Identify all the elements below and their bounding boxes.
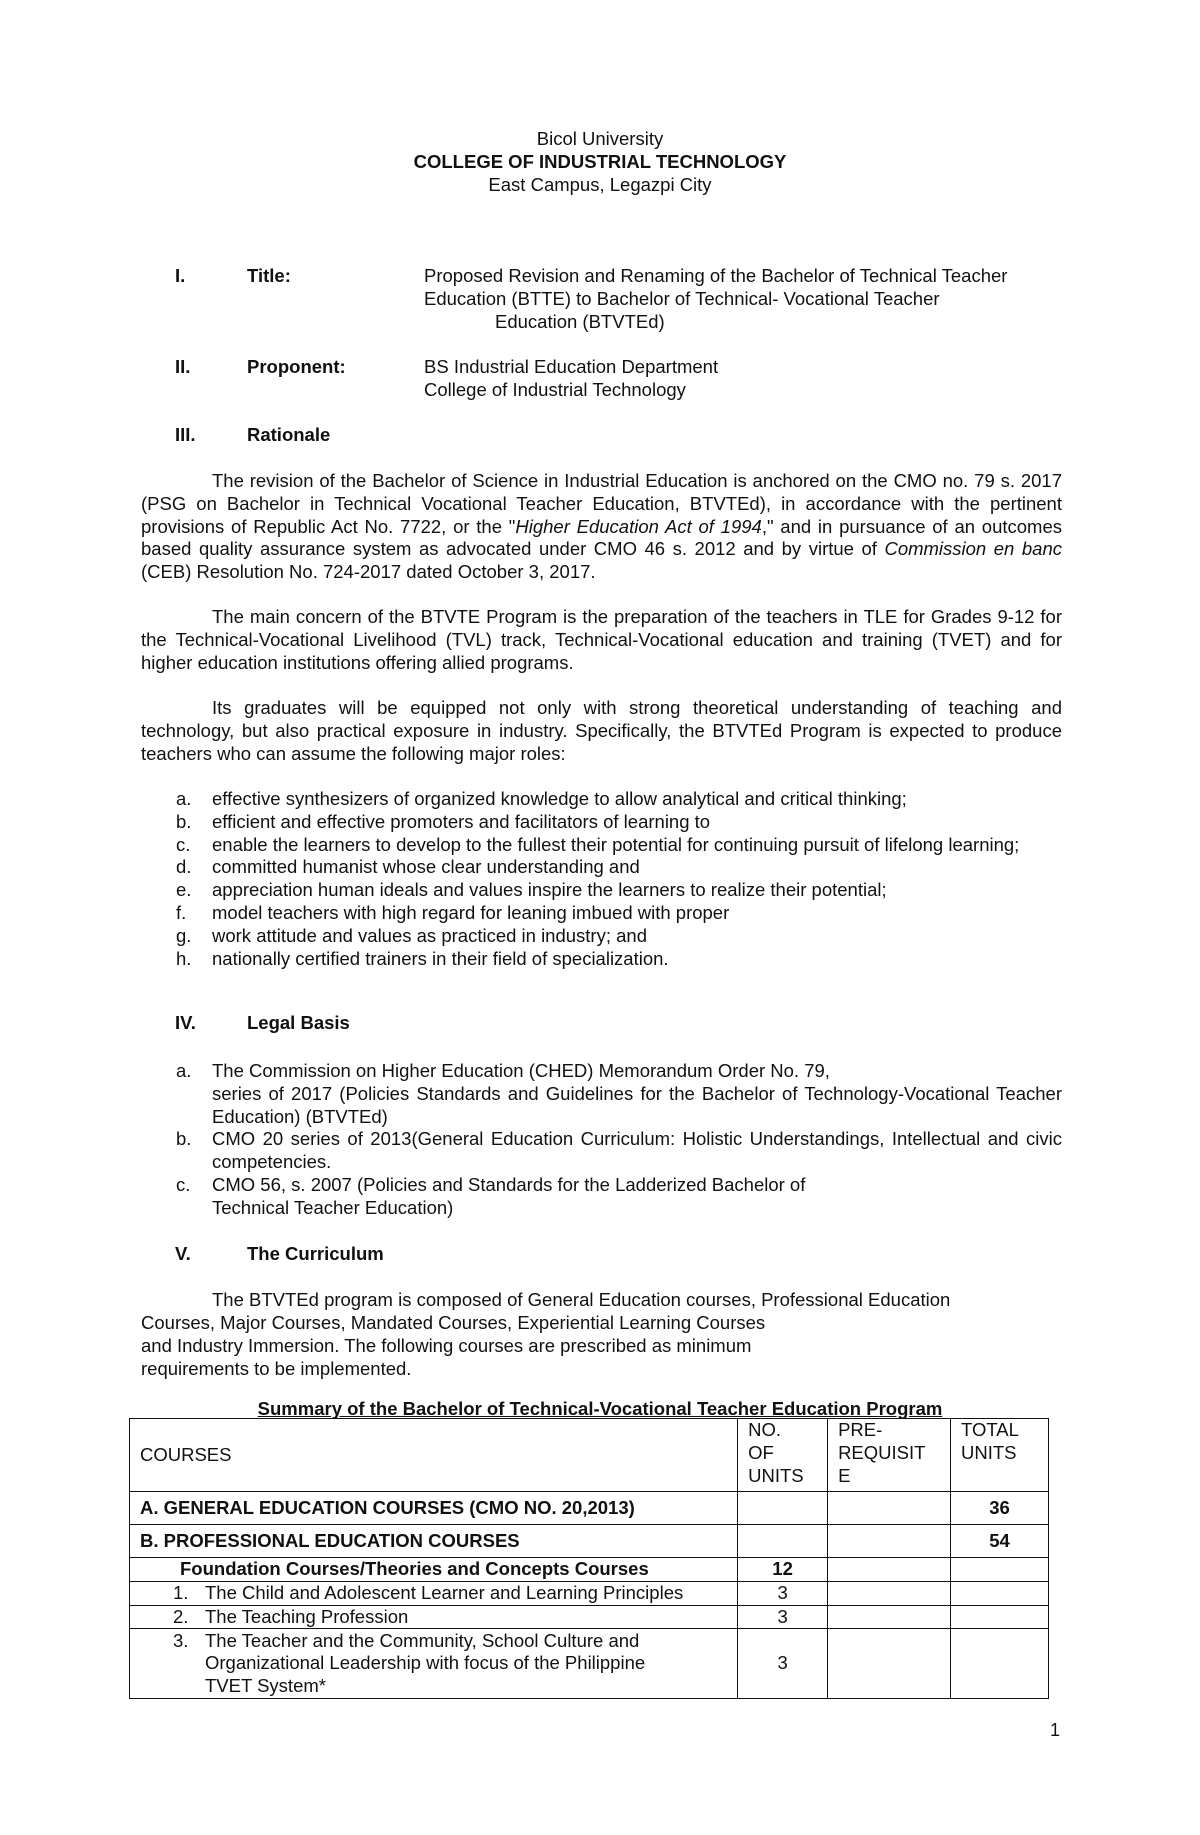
rationale-paragraph-1: The revision of the Bachelor of Science in Industrial Education is anchored on the CMO no. 79 s. 2017 (PSG on Bachelor in Technical Vocational Teacher Education, BTVTEd), in accordance with the pertinent provisions of Republic Act No. 7722, or the "Higher Education Act of 1994," and in pursuance of an outcomes based quality assurance system as advocated under CMO 46 s. 2012 and by virtue of Commission en banc (CEB) Resolution No. 724-2017 dated October 3, 2017. bbox=[141, 470, 1062, 583]
table-row bbox=[130, 1629, 1049, 1699]
rationale-heading: Rationale bbox=[247, 424, 331, 445]
table-row bbox=[130, 1558, 1049, 1582]
section-number: II. bbox=[175, 356, 191, 377]
section-number: I. bbox=[175, 265, 186, 286]
title-line-1: Proposed Revision and Renaming of the Bachelor of Technical Teacher bbox=[424, 265, 1008, 286]
proponent-label: Proponent: bbox=[247, 356, 346, 377]
proponent-line-1: BS Industrial Education Department bbox=[424, 356, 719, 377]
prof-ed-label: B. PROFESSIONAL EDUCATION COURSES bbox=[130, 1525, 738, 1558]
empty-cell bbox=[828, 1558, 951, 1582]
header-courses: COURSES bbox=[130, 1419, 738, 1492]
campus-name: East Campus, Legazpi City bbox=[488, 174, 712, 195]
empty-cell bbox=[828, 1581, 951, 1605]
curriculum-heading: The Curriculum bbox=[247, 1243, 384, 1264]
curriculum-paragraph-line-1: The BTVTEd program is composed of General Education courses, Professional Education bbox=[212, 1289, 951, 1310]
course-units: 3 bbox=[738, 1605, 828, 1629]
curriculum-paragraph-line-3: and Industry Immersion. The following courses are prescribed as minimum bbox=[141, 1335, 752, 1356]
table-row bbox=[130, 1605, 1049, 1629]
curriculum-paragraph-line-2: Courses, Major Courses, Mandated Courses, Experiential Learning Courses bbox=[141, 1312, 766, 1333]
course-cell: 1. The Child and Adolescent Learner and Learning Principles bbox=[130, 1581, 738, 1605]
section-number: V. bbox=[175, 1243, 191, 1264]
header-prerequisite: PRE- REQUISIT E bbox=[828, 1419, 951, 1492]
course-units: 3 bbox=[738, 1629, 828, 1699]
rationale-paragraph-3: Its graduates will be equipped not only with strong theoretical understanding of teaching and technology, but also practical exposure in industry. Specifically, the BTVTEd Program is expected to produce teachers who can assume the following major roles: bbox=[141, 697, 1062, 764]
prof-ed-total: 54 bbox=[951, 1525, 1049, 1558]
list-item: b. CMO 20 series of 2013(General Education Curriculum: Holistic Understandings, Intellectual and civic competencies. bbox=[176, 1128, 1062, 1173]
legal-basis-list bbox=[141, 1060, 1062, 1220]
table-row bbox=[130, 1525, 1049, 1558]
course-cell: 3. The Teacher and the Community, School Culture and Organizational Leadership with focus of the Philippine TVET System* bbox=[130, 1629, 738, 1699]
header-total-units: TOTAL UNITS bbox=[951, 1419, 1049, 1492]
empty-cell bbox=[951, 1558, 1049, 1582]
list-item: d. committed humanist whose clear understanding and bbox=[176, 856, 640, 878]
proponent-line-2: College of Industrial Technology bbox=[424, 379, 686, 400]
title-line-2: Education (BTTE) to Bachelor of Technical- Vocational Teacher bbox=[424, 288, 940, 309]
course-cell: 2. The Teaching Profession bbox=[130, 1605, 738, 1629]
empty-cell bbox=[738, 1492, 828, 1525]
empty-cell bbox=[951, 1581, 1049, 1605]
page-number: 1 bbox=[1049, 1720, 1060, 1740]
list-item: g. work attitude and values as practiced in industry; and bbox=[176, 924, 647, 946]
section-number: III. bbox=[175, 424, 196, 445]
list-item: c. CMO 56, s. 2007 (Policies and Standards for the Ladderized Bachelor of Technical Teacher Education) bbox=[176, 1173, 806, 1218]
list-item: a. effective synthesizers of organized knowledge to allow analytical and critical thinking; bbox=[176, 788, 907, 809]
header-no-of-units: NO. OF UNITS bbox=[738, 1419, 828, 1492]
empty-cell bbox=[828, 1629, 951, 1699]
list-item: b. efficient and effective promoters and facilitators of learning to bbox=[176, 810, 711, 832]
list-item: c. enable the learners to develop to the fullest their potential for continuing pursuit of lifelong learning; bbox=[176, 833, 1020, 855]
college-name: COLLEGE OF INDUSTRIAL TECHNOLOGY bbox=[413, 151, 787, 172]
foundation-label: Foundation Courses/Theories and Concepts Courses bbox=[130, 1558, 738, 1582]
empty-cell bbox=[828, 1525, 951, 1558]
empty-cell bbox=[951, 1605, 1049, 1629]
empty-cell bbox=[828, 1605, 951, 1629]
roles-list bbox=[141, 788, 1062, 970]
table-row bbox=[130, 1492, 1049, 1525]
list-item: f. model teachers with high regard for leaning imbued with proper bbox=[176, 901, 730, 923]
empty-cell bbox=[828, 1492, 951, 1525]
summary-caption: Summary of the Bachelor of Technical-Vocational Teacher Education Program bbox=[257, 1398, 943, 1419]
legal-basis-heading: Legal Basis bbox=[247, 1012, 350, 1033]
curriculum-paragraph-line-4: requirements to be implemented. bbox=[141, 1358, 412, 1379]
course-units: 3 bbox=[738, 1581, 828, 1605]
rationale-paragraph-2: The main concern of the BTVTE Program is the preparation of the teachers in TLE for Grades 9-12 for the Technical-Vocational Livelihood (TVL) track, Technical-Vocational education and training (TVET) and for higher education institutions offering allied programs. bbox=[141, 606, 1062, 673]
summary-table bbox=[129, 1418, 1049, 1699]
section-number: IV. bbox=[175, 1012, 196, 1033]
gen-ed-label: A. GENERAL EDUCATION COURSES (CMO NO. 20,2013) bbox=[130, 1492, 738, 1525]
list-item: h. nationally certified trainers in their field of specialization. bbox=[176, 947, 669, 969]
empty-cell bbox=[951, 1629, 1049, 1699]
title-line-3: Education (BTVTEd) bbox=[495, 311, 665, 332]
university-name: Bicol University bbox=[536, 128, 664, 149]
list-item: e. appreciation human ideals and values inspire the learners to realize their potential; bbox=[176, 879, 887, 901]
list-item: a. The Commission on Higher Education (CHED) Memorandum Order No. 79, series of 2017 (Policies Standards and Guidelines for the Bachelor of Technology-Vocational Teacher Education) (BTVTEd) bbox=[176, 1060, 1062, 1127]
empty-cell bbox=[738, 1525, 828, 1558]
title-label: Title: bbox=[247, 265, 291, 286]
table-row bbox=[130, 1581, 1049, 1605]
foundation-units: 12 bbox=[738, 1558, 828, 1582]
table-header-row bbox=[130, 1419, 1049, 1492]
gen-ed-total: 36 bbox=[951, 1492, 1049, 1525]
